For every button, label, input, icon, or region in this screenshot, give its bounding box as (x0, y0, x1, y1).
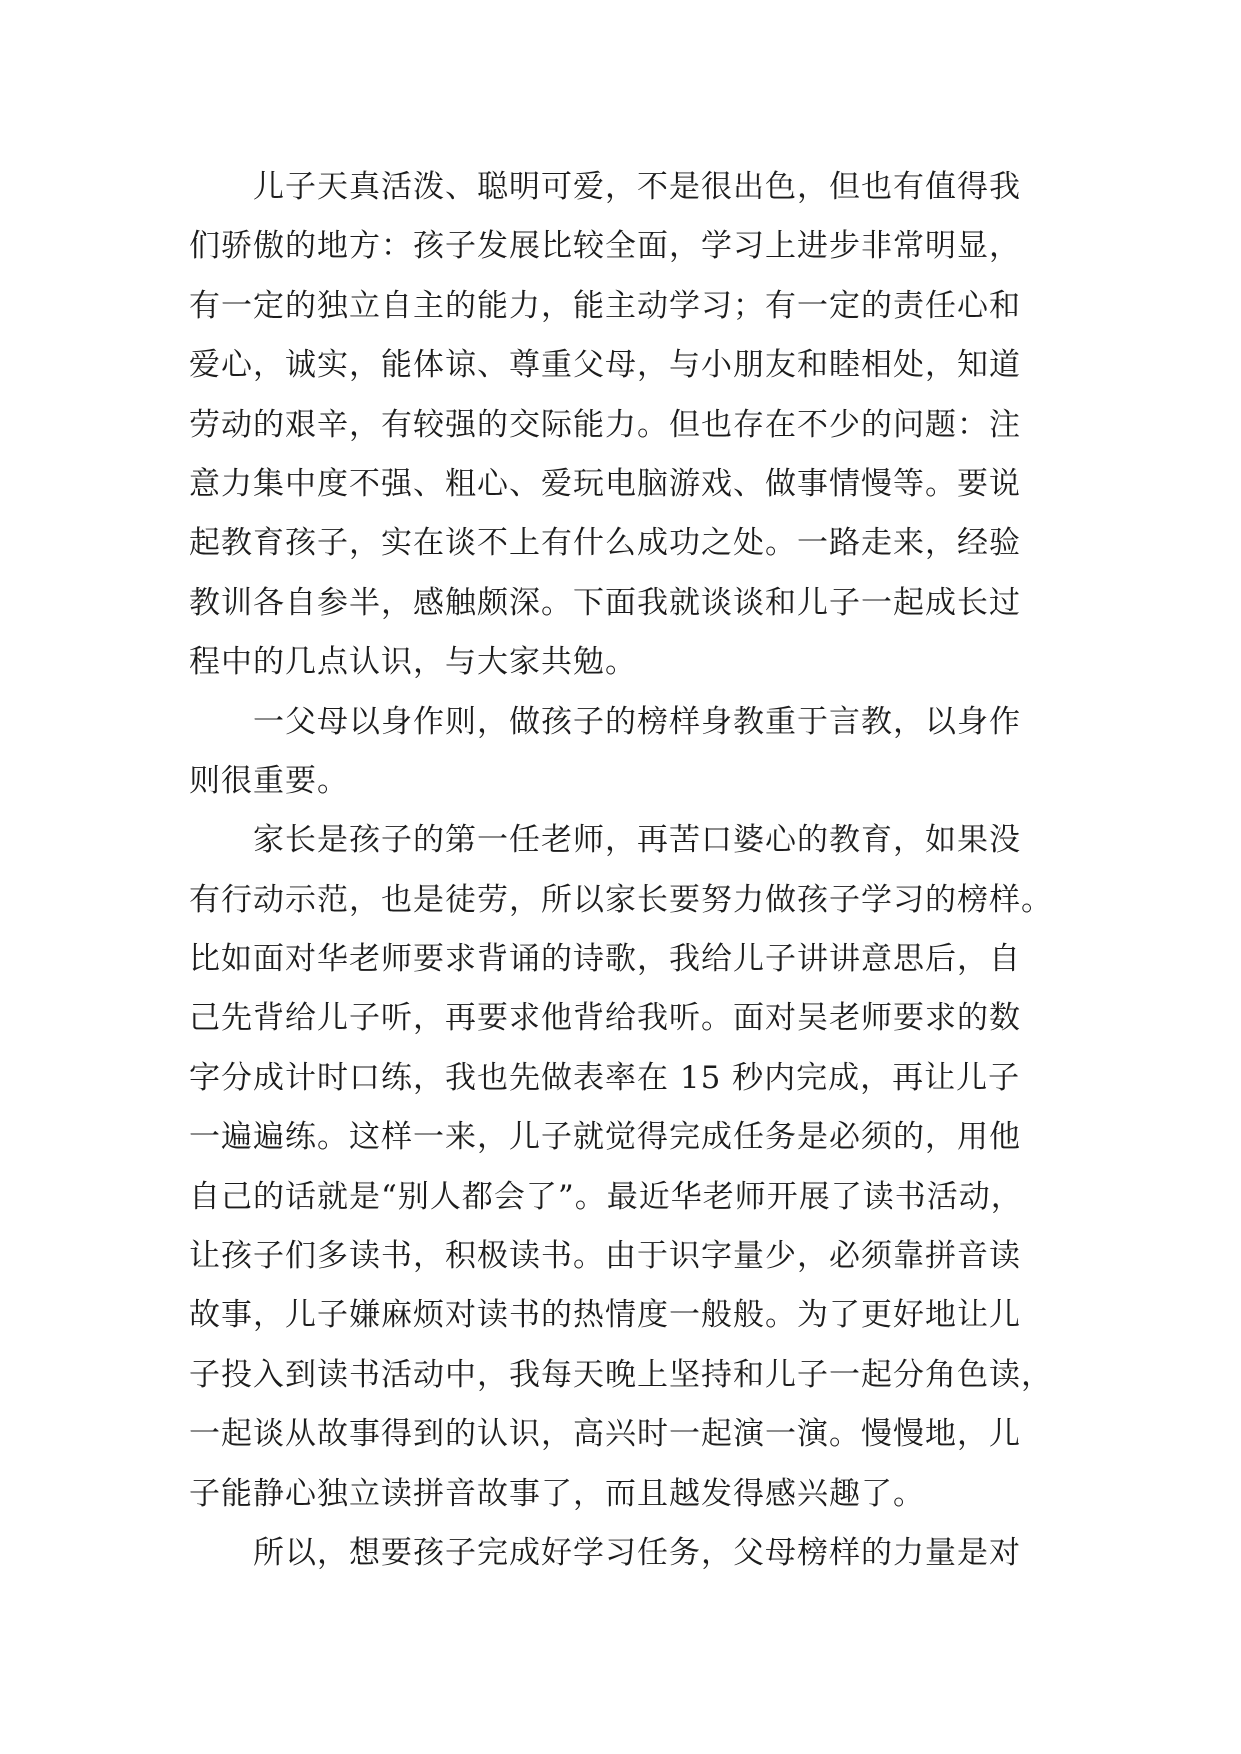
text-line: 一父母以身作则，做孩子的榜样身教重于言教，以身作 (189, 703, 1021, 740)
text-line: 让孩子们多读书，积极读书。由于识字量少，必须靠拼音读 (189, 1238, 1021, 1275)
text-line: 有行动示范，也是徒劳，所以家长要努力做孩子学习的榜样。 (189, 881, 1053, 918)
paragraph-conclusion (189, 1524, 1069, 1583)
text-line: 子投入到读书活动中，我每天晚上坚持和儿子一起分角色读， (189, 1356, 1053, 1393)
text-line: 爱心，诚实，能体谅、尊重父母，与小朋友和睦相处，知道 (189, 347, 1021, 384)
text-line: 起教育孩子，实在谈不上有什么成功之处。一路走来，经验 (189, 525, 1021, 562)
text-line: 劳动的艰辛，有较强的交际能力。但也存在不少的问题：注 (189, 406, 1021, 443)
text-line: 们骄傲的地方：孩子发展比较全面，学习上进步非常明显， (189, 228, 1021, 265)
text-line: 所以，想要孩子完成好学习任务，父母榜样的力量是对 (189, 1534, 1021, 1571)
text-line: 故事，儿子嫌麻烦对读书的热情度一般般。为了更好地让儿 (189, 1297, 1021, 1334)
text-line: 子能静心独立读拼音故事了，而且越发得感兴趣了。 (189, 1475, 925, 1512)
text-line: 己先背给儿子听，再要求他背给我听。面对吴老师要求的数 (189, 1000, 1021, 1037)
text-line: 程中的几点认识，与大家共勉。 (189, 644, 637, 681)
paragraph-child-description (189, 158, 1069, 693)
paragraph-parent-role-model (189, 811, 1069, 1524)
text-line: 自己的话就是“别人都会了”。最近华老师开展了读书活动， (189, 1178, 1023, 1215)
text-line: 有一定的独立自主的能力，能主动学习；有一定的责任心和 (189, 287, 1021, 324)
body-text (189, 158, 1069, 1583)
paragraph-section-heading (189, 693, 1069, 812)
text-line: 教训各自参半，感触颇深。下面我就谈谈和儿子一起成长过 (189, 584, 1021, 621)
text-line: 则很重要。 (189, 762, 349, 799)
text-line: 比如面对华老师要求背诵的诗歌，我给儿子讲讲意思后，自 (189, 941, 1021, 978)
text-line: 一遍遍练。这样一来，儿子就觉得完成任务是必须的，用他 (189, 1119, 1021, 1156)
text-line: 一起谈从故事得到的认识，高兴时一起演一演。慢慢地，儿 (189, 1416, 1021, 1453)
text-line: 儿子天真活泼、聪明可爱，不是很出色，但也有值得我 (189, 169, 1021, 205)
text-line: 家长是孩子的第一任老师，再苦口婆心的教育，如果没 (189, 822, 1021, 859)
text-line: 字分成计时口练，我也先做表率在 15 秒内完成，再让儿子 (189, 1059, 1021, 1096)
text-line: 意力集中度不强、粗心、爱玩电脑游戏、做事情慢等。要说 (189, 465, 1021, 502)
